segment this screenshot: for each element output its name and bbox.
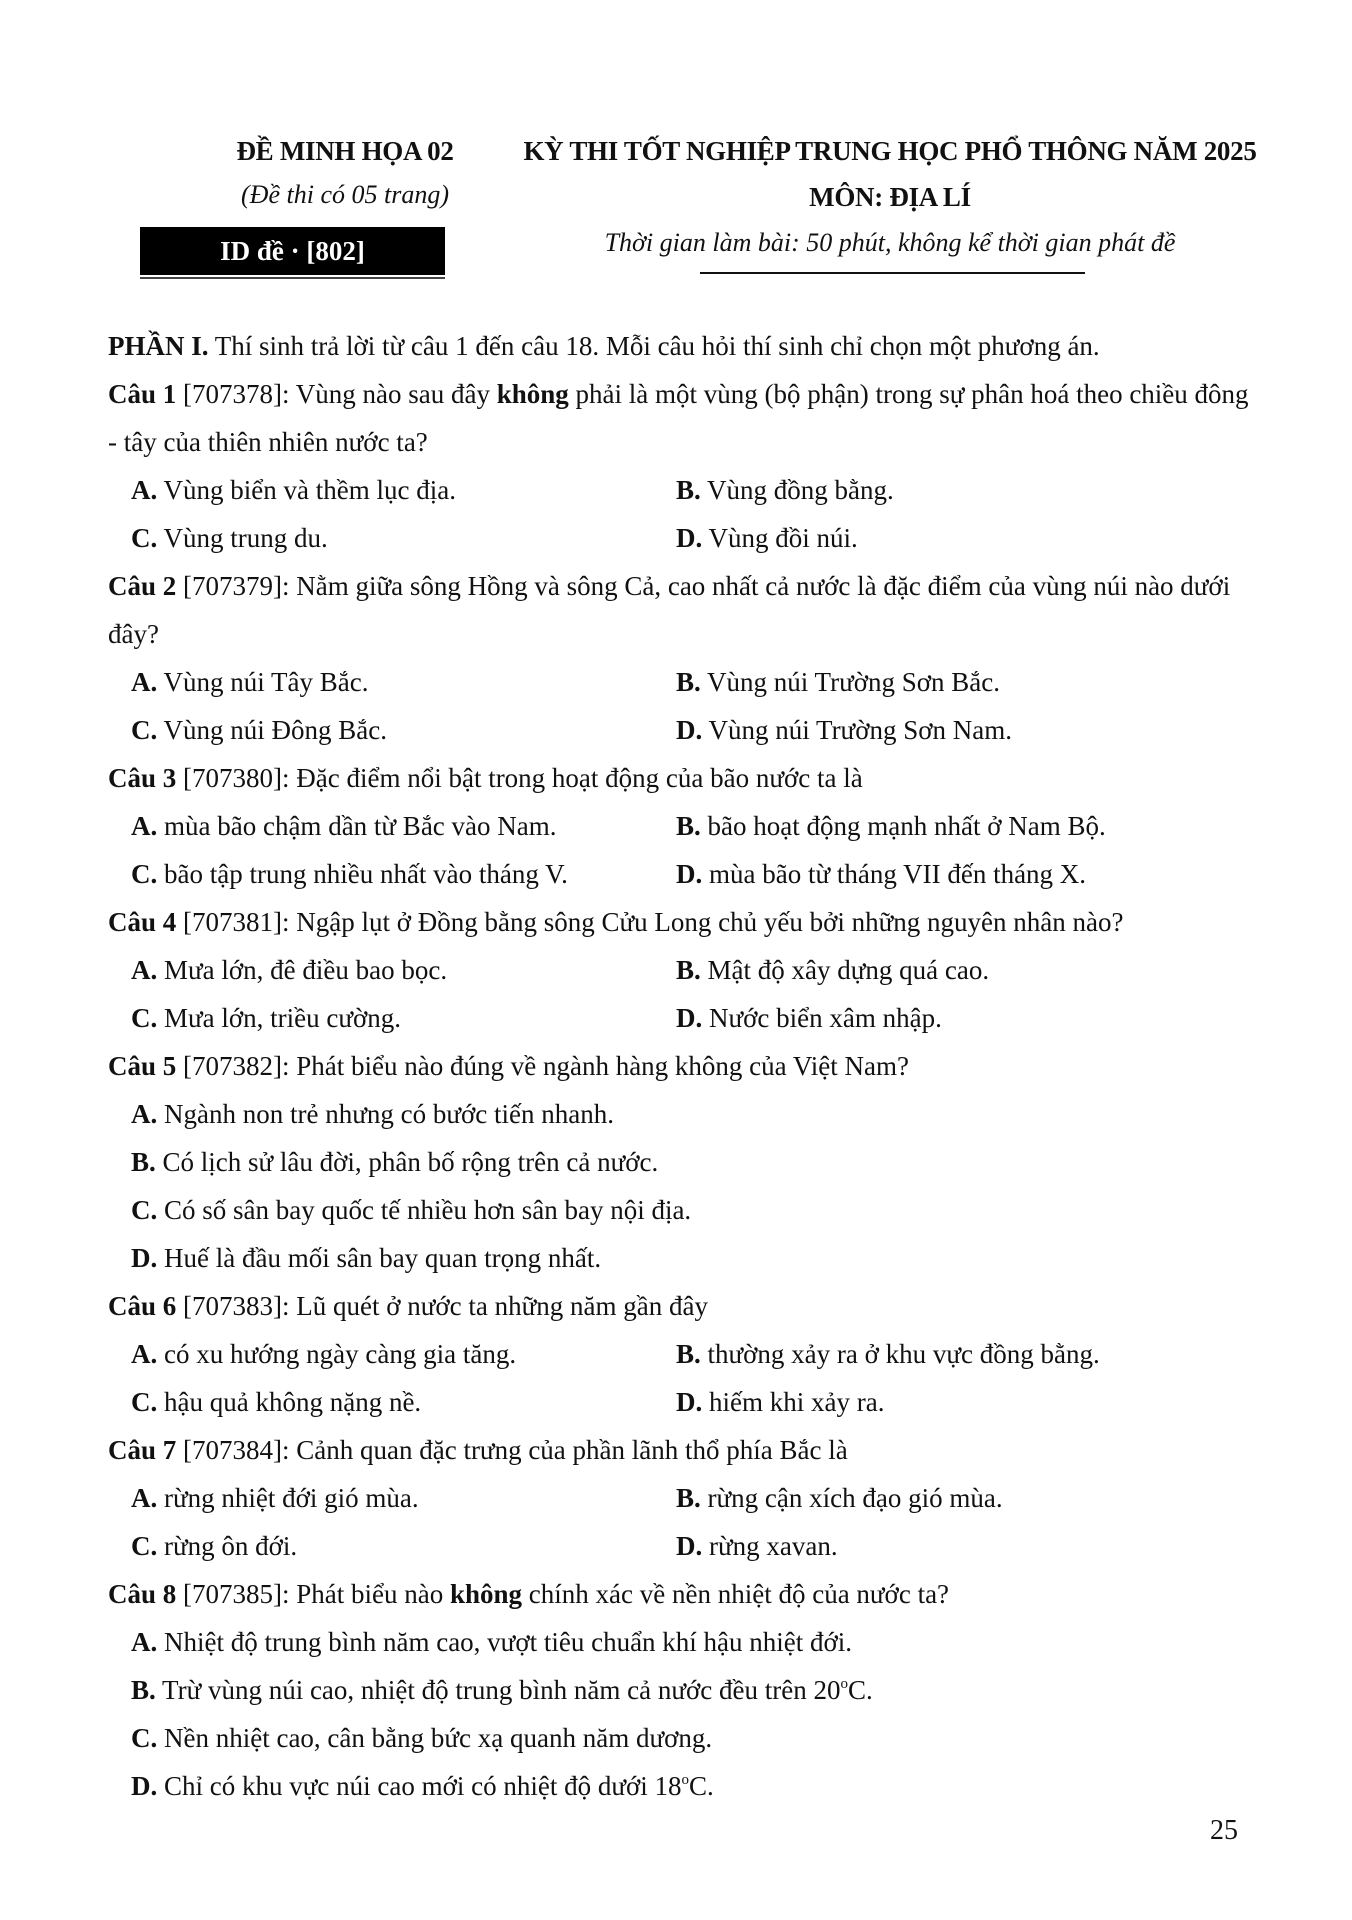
question-6 bbox=[108, 1282, 1258, 1330]
option: A. Ngành non trẻ nhưng có bước tiến nhanh. bbox=[131, 1099, 614, 1129]
time-note: Thời gian làm bài: 50 phút, không kể thời gian phát đề bbox=[604, 228, 1176, 257]
question-id: [707378]: bbox=[176, 379, 296, 409]
question-emphasis: không bbox=[496, 379, 569, 409]
options-3 bbox=[108, 802, 1258, 898]
degree-superscript: o bbox=[840, 1676, 848, 1692]
question-4 bbox=[108, 898, 1258, 946]
option: A. Nhiệt độ trung bình năm cao, vượt tiêu chuẩn khí hậu nhiệt đới. bbox=[131, 1627, 853, 1657]
option: B. rừng cận xích đạo gió mùa. bbox=[676, 1483, 1003, 1513]
option: C. Mưa lớn, triều cường. bbox=[131, 1003, 402, 1033]
question-label: Câu 2 bbox=[108, 571, 177, 601]
option: D. Nước biển xâm nhập. bbox=[676, 1003, 942, 1033]
header-divider bbox=[700, 272, 1085, 274]
option: B. Mật độ xây dựng quá cao. bbox=[676, 955, 990, 985]
subject-title: MÔN: ĐỊA LÍ bbox=[809, 182, 971, 212]
question-id: [707383]: bbox=[176, 1291, 297, 1321]
option: B. Có lịch sử lâu đời, phân bố rộng trên cả nước. bbox=[131, 1147, 659, 1177]
question-3 bbox=[108, 754, 1258, 802]
question-2 bbox=[108, 562, 1258, 658]
options-5 bbox=[108, 1090, 1258, 1282]
option: B. Vùng núi Trường Sơn Bắc. bbox=[676, 667, 1001, 697]
option: A. Vùng núi Tây Bắc. bbox=[131, 667, 369, 697]
question-text: phải là một vùng (bộ phận) trong sự phân hoá theo chiều đông - tây của thiên nhiên nước ta? bbox=[108, 379, 1249, 457]
question-text: chính xác về nền nhiệt độ của nước ta? bbox=[522, 1579, 950, 1609]
question-id: [707380]: bbox=[176, 763, 297, 793]
question-label: Câu 6 bbox=[108, 1291, 177, 1321]
question-text: Nằm giữa sông Hồng và sông Cả, cao nhất cả nước là đặc điểm của vùng núi nào dưới đây? bbox=[108, 571, 1231, 649]
question-text: Ngập lụt ở Đồng bằng sông Cửu Long chủ yếu bởi những nguyên nhân nào? bbox=[296, 907, 1124, 937]
option: A. có xu hướng ngày càng gia tăng. bbox=[131, 1339, 517, 1369]
option: C. Vùng trung du. bbox=[131, 523, 328, 553]
option: C. Nền nhiệt cao, cân bằng bức xạ quanh năm dương. bbox=[131, 1723, 713, 1753]
question-label: Câu 5 bbox=[108, 1051, 177, 1081]
degree-superscript: o bbox=[681, 1772, 689, 1788]
question-text: Đặc điểm nổi bật trong hoạt động của bão nước ta là bbox=[296, 763, 863, 793]
question-emphasis: không bbox=[449, 1579, 523, 1609]
question-7 bbox=[108, 1426, 1258, 1474]
question-text: Vùng nào sau đây bbox=[295, 379, 497, 409]
options-7 bbox=[108, 1474, 1258, 1570]
option: D. Vùng đồi núi. bbox=[676, 523, 858, 553]
option: D. rừng xavan. bbox=[676, 1531, 838, 1561]
question-5 bbox=[108, 1042, 1258, 1090]
section-label: PHẦN I. bbox=[108, 331, 209, 361]
options-4 bbox=[108, 946, 1258, 1042]
question-id: [707384]: bbox=[176, 1435, 297, 1465]
question-label: Câu 1 bbox=[108, 379, 177, 409]
option: C. Vùng núi Đông Bắc. bbox=[131, 715, 387, 745]
exam-title: KỲ THI TỐT NGHIỆP TRUNG HỌC PHỔ THÔNG NĂM 2025 bbox=[523, 136, 1257, 166]
question-text: Phát biểu nào đúng về ngành hàng không của Việt Nam? bbox=[296, 1051, 909, 1081]
option: C. Có số sân bay quốc tế nhiều hơn sân bay nội địa. bbox=[131, 1195, 692, 1225]
question-label: Câu 8 bbox=[108, 1579, 177, 1609]
question-id: [707379]: bbox=[176, 571, 297, 601]
option: D. Huế là đầu mối sân bay quan trọng nhất. bbox=[131, 1243, 602, 1273]
option: D. Chỉ có khu vực núi cao mới có nhiệt độ dưới 18$^o$C. bbox=[131, 1771, 714, 1801]
question-id: [707382]: bbox=[176, 1051, 297, 1081]
option: C. hậu quả không nặng nề. bbox=[131, 1387, 422, 1417]
exam-content bbox=[108, 322, 1258, 1810]
options-6 bbox=[108, 1330, 1258, 1426]
option: C. bão tập trung nhiều nhất vào tháng V. bbox=[131, 859, 568, 889]
question-label: Câu 4 bbox=[108, 907, 177, 937]
option: C. rừng ôn đới. bbox=[131, 1531, 298, 1561]
exam-id-badge: ID đề · [802] bbox=[140, 227, 445, 277]
option: D. mùa bão từ tháng VII đến tháng X. bbox=[676, 859, 1087, 889]
question-text: Lũ quét ở nước ta những năm gần đây bbox=[296, 1291, 708, 1321]
options-1 bbox=[108, 466, 1258, 562]
option: B. Vùng đồng bằng. bbox=[676, 475, 894, 505]
question-label: Câu 3 bbox=[108, 763, 177, 793]
option: B. Trừ vùng núi cao, nhiệt độ trung bình năm cả nước đều trên 20$^o$C. bbox=[131, 1675, 873, 1705]
option: A. mùa bão chậm dần từ Bắc vào Nam. bbox=[131, 811, 557, 841]
question-1 bbox=[108, 370, 1258, 466]
option: D. Vùng núi Trường Sơn Nam. bbox=[676, 715, 1012, 745]
section-instruction bbox=[108, 322, 1258, 370]
page-number: 25 bbox=[1210, 1815, 1238, 1846]
question-id: [707385]: bbox=[176, 1579, 297, 1609]
question-text: Cảnh quan đặc trưng của phần lãnh thổ phía Bắc là bbox=[296, 1435, 848, 1465]
option: B. bão hoạt động mạnh nhất ở Nam Bộ. bbox=[676, 811, 1106, 841]
page-count-note: (Đề thi có 05 trang) bbox=[241, 180, 449, 209]
options-2 bbox=[108, 658, 1258, 754]
exam-code-title: ĐỀ MINH HỌA 02 bbox=[236, 136, 454, 166]
option: A. rừng nhiệt đới gió mùa. bbox=[131, 1483, 419, 1513]
question-8 bbox=[108, 1570, 1258, 1618]
options-8 bbox=[108, 1618, 1258, 1810]
option: A. Mưa lớn, đê điều bao bọc. bbox=[131, 955, 448, 985]
section-text: Thí sinh trả lời từ câu 1 đến câu 18. Mỗi câu hỏi thí sinh chỉ chọn một phương án. bbox=[208, 331, 1100, 361]
question-id: [707381]: bbox=[176, 907, 297, 937]
option: D. hiếm khi xảy ra. bbox=[676, 1387, 885, 1417]
option: B. thường xảy ra ở khu vực đồng bằng. bbox=[676, 1339, 1100, 1369]
question-label: Câu 7 bbox=[108, 1435, 177, 1465]
option: A. Vùng biển và thềm lục địa. bbox=[131, 475, 456, 505]
question-text: Phát biểu nào bbox=[296, 1579, 450, 1609]
